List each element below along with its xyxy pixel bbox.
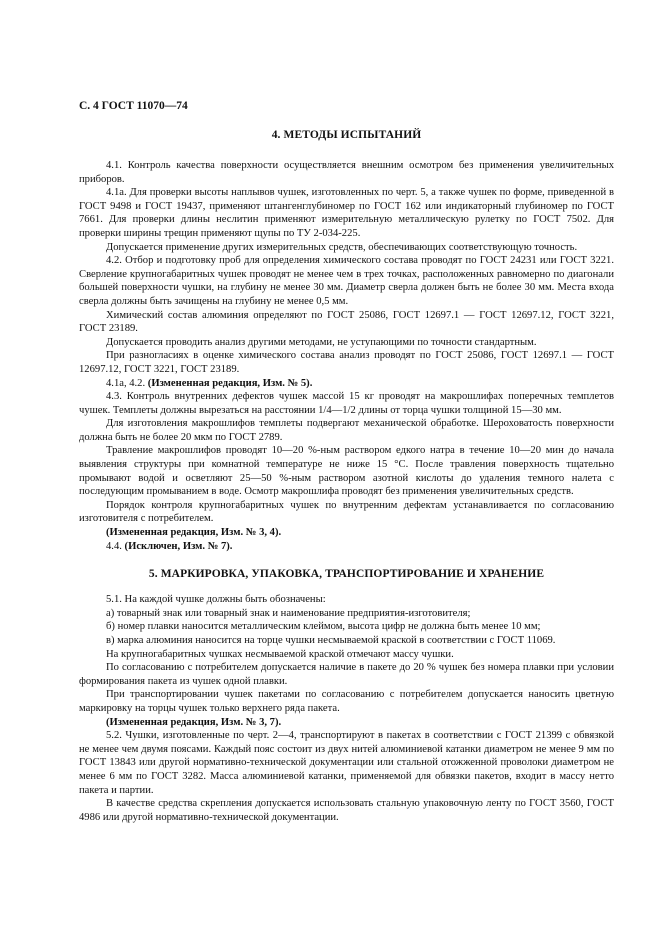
page-header: С. 4 ГОСТ 11070—74 xyxy=(79,100,188,112)
paragraph-4-1: 4.1. Контроль качества поверхности осуществляется внешним осмотром без применения увеличительных приборов. xyxy=(79,160,614,185)
amendment-text: (Измененная редакция, Изм. № 3, 7). xyxy=(106,716,282,728)
amendment-text: (Исключен, Изм. № 7). xyxy=(124,540,233,552)
paragraph-4-2: 4.2. Отбор и подготовку проб для определения химического состава проводят по ГОСТ 24231 или ГОСТ 3221. Сверление крупногабаритных чушек проводят не менее чем в трех точках, расположенных равномерно по диагонали большей поверхности чушки, на глубину не менее 30 мм. Диаметр сверла должен быть не более 30 мм. Места входа сверла должны быть зачищены на глубину не менее 0,5 мм. xyxy=(79,255,614,307)
paragraph-5-1-agreement: По согласованию с потребителем допускается наличие в пакете до 20 % чушек без номера плавки при условии формирования пакета из чушек одной плавки. xyxy=(79,662,614,687)
paragraph-4-3-procedure: Порядок контроля крупногабаритных чушек по внутренним дефектам устанавливается по согласованию изготовителя с потребителем. xyxy=(79,499,614,525)
amendment-ref: 4.1а, 4.2. xyxy=(106,377,146,389)
amendment-note-4-4 xyxy=(79,540,614,554)
paragraph-4-3: 4.3. Контроль внутренних дефектов чушек массой 15 кг проводят на макрошлифах поперечных темплетов чушек. Темплеты должны вырезаться на расстоянии 1/4—1/2 длины от торца чушки толщиной 15—30 мм. xyxy=(79,391,614,416)
amendment-note-4-2 xyxy=(79,377,614,391)
amendment-text: (Измененная редакция, Изм. № 5). xyxy=(147,377,313,389)
paragraph-4-3-etching: Травление макрошлифов проводят 10—20 %-ным раствором едкого натра в течение 10—20 мин до начала выявления структуры при комнатной температуре не ниже 15 °С. После травления поверхность тщательно промывают водой и осветляют 25—50 %-ным раствором азотной кислоты до удаления темного налета с последующим промыванием в воде. Осмотр макрошлифа проводят без применения увеличительных средств. xyxy=(79,445,614,498)
paragraph-5-1-transport: При транспортировании чушек пакетами по согласованию с потребителем допускается наносить цветную маркировку на торцы чушек только верхнего ряда пакета. xyxy=(79,689,614,714)
paragraph-4-2-disputes: При разногласиях в оценке химического состава анализ проводят по ГОСТ 25086, ГОСТ 12697.1 — ГОСТ 12697.12, ГОСТ 3221, ГОСТ 23189. xyxy=(79,350,614,375)
paragraph-5-1-large: На крупногабаритных чушках несмываемой краской отмечают массу чушки. xyxy=(106,648,454,660)
amendment-text: (Измененная редакция, Изм. № 3, 4). xyxy=(106,527,282,539)
paragraph-5-2-fastening: В качестве средства скрепления допускается использовать стальную упаковочную ленту по ГОСТ 3560, ГОСТ 4986 или другой нормативно-технической документации. xyxy=(79,798,614,823)
paragraph-5-1-c: в) марка алюминия наносится на торце чушки несмываемой краской в соответствии с ГОСТ 11069. xyxy=(106,635,556,646)
paragraph-4-2-chem: Химический состав алюминия определяют по ГОСТ 25086, ГОСТ 12697.1 — ГОСТ 12697.12, ГОСТ 3221, ГОСТ 23189. xyxy=(79,309,614,335)
section-5-title: 5. МАРКИРОВКА, УПАКОВКА, ТРАНСПОРТИРОВАНИЕ И ХРАНЕНИЕ xyxy=(148,568,545,581)
section-4-title: 4. МЕТОДЫ ИСПЫТАНИЙ xyxy=(271,129,422,141)
paragraph-5-1: 5.1. На каждой чушке должны быть обозначены: xyxy=(106,594,326,606)
paragraph-4-3-machining: Для изготовления макрошлифов темплеты подвергают механической обработке. Шероховатость поверхности должна быть не более 20 мкм по ГОСТ 2789. xyxy=(79,418,614,443)
paragraph-5-1-b: б) номер плавки наносится металлическим клеймом, высота цифр не должна быть менее 10 мм; xyxy=(106,621,541,633)
paragraph-4-1a-note: Допускается применение других измерительных средств, обеспечивающих соответствующую точность. xyxy=(106,241,578,253)
amendment-note-4-3 xyxy=(79,526,614,540)
amendment-note-5-1 xyxy=(79,716,614,730)
amendment-ref: 4.4. xyxy=(106,540,122,552)
paragraph-5-2: 5.2. Чушки, изготовленные по черт. 2—4, транспортируют в пакетах в соответствии с ГОСТ 21399 с обвязкой не менее чем двумя поясами. Каждый пояс состоит из двух нитей алюминиевой катанки диаметром не менее 9 мм по ГОСТ 13843 или другой нормативно-технической документации или стальной отожженной проволоки диаметром не менее 6 мм по ГОСТ 3282. Масса алюминиевой катанки, применяемой для обвязки пакетов, входит в массу нетто пакета и партии. xyxy=(79,730,614,796)
paragraph-4-1a: 4.1а. Для проверки высоты наплывов чушек, изготовленных по черт. 5, а также чушек по форме, приведенной в ГОСТ 9498 и ГОСТ 19437, применяют штангенглубиномер по ГОСТ 162 или индикаторный глубиномер по ГОСТ 7661. Для проверки длины неслитин применяют измерительную металлическую рулетку по ГОСТ 7502. Для проверки ширины трещин применяют щупы по ТУ 2-034-225. xyxy=(79,187,614,239)
paragraph-5-1-a: а) товарный знак или товарный знак и наименование предприятия-изготовителя; xyxy=(106,607,471,619)
document-page xyxy=(79,99,614,824)
paragraph-4-2-methods: Допускается проводить анализ другими методами, не уступающими по точности стандартным. xyxy=(106,336,537,348)
